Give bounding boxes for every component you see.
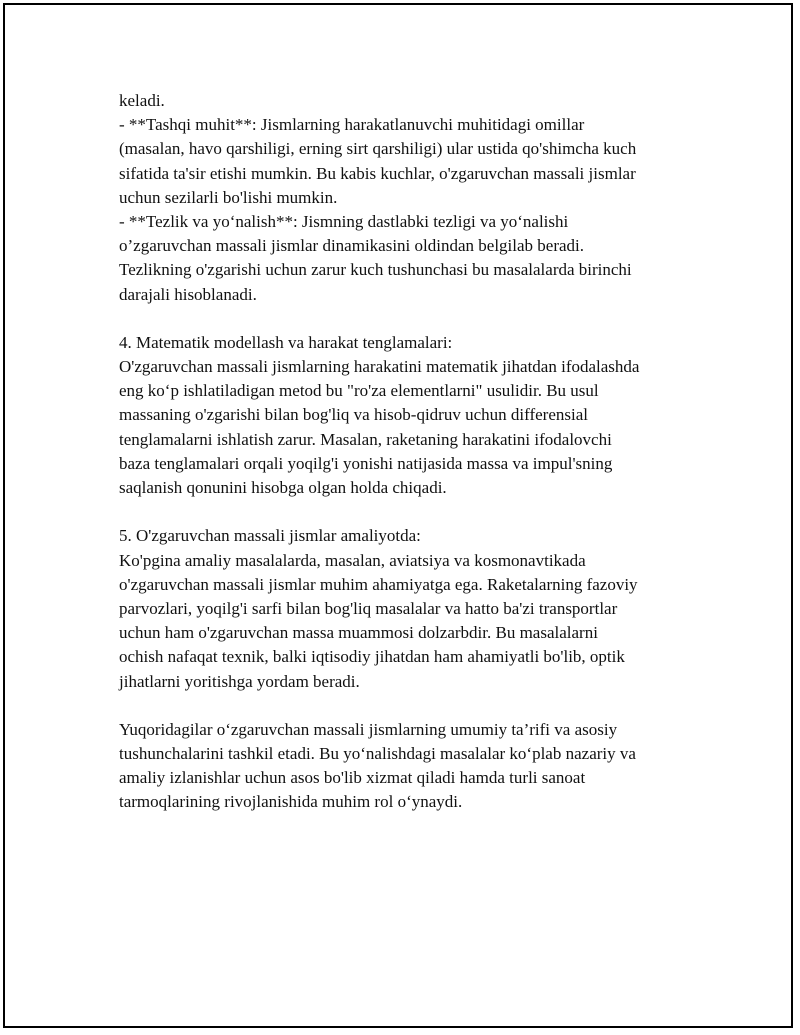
text-line: sifatida ta'sir etishi mumkin. Bu kabis kuchlar, o'zgaruvchan massali jismlar [119, 163, 636, 183]
text-line: tushunchalarini tashkil etadi. Bu yo‘nalishdagi masalalar ko‘plab nazariy va [119, 744, 636, 764]
text-line: jihatlarni yoritishga yordam beradi. [119, 671, 360, 691]
text-line: Ko'pgina amaliy masalalarda, masalan, aviatsiya va kosmonavtikada [119, 550, 586, 570]
text-line: - **Tezlik va yo‘nalish**: Jismning dastlabki tezligi va yo‘nalishi [119, 211, 569, 231]
text-line: tenglamalarni ishlatish zarur. Masalan, raketaning harakatini ifodalovchi [119, 429, 612, 449]
text-line: eng ko‘p ishlatiladigan metod bu "ro'za elementlarni" usulidir. Bu usul [119, 381, 599, 401]
text-line: uchun sezilarli bo'lishi mumkin. [119, 187, 338, 207]
document-body [119, 89, 689, 815]
section-heading: 5. O'zgaruvchan massali jismlar amaliyotda: [119, 526, 421, 546]
text-line: uchun ham o'zgaruvchan massa muammosi dolzarbdir. Bu masalalarni [119, 623, 598, 643]
paragraph-conclusion [119, 718, 689, 815]
text-line: saqlanish qonunini hisobga olgan holda chiqadi. [119, 478, 447, 497]
paragraph-gap [119, 694, 689, 718]
section-heading: 4. Matematik modellash va harakat tenglamalari: [119, 332, 453, 352]
paragraph-factors [119, 89, 689, 307]
text-line: keladi. [119, 91, 165, 110]
text-line: baza tenglamalari orqali yoqilg'i yonishi natijasida massa va impul'sning [119, 453, 613, 473]
text-line: - **Tashqi muhit**: Jismlarning harakatlanuvchi muhitidagi omillar [119, 115, 585, 135]
text-line: (masalan, havo qarshiligi, erning sirt qarshiligi) ular ustida qo'shimcha kuch [119, 139, 637, 159]
text-line: o’zgaruvchan massali jismlar dinamikasini oldindan belgilab beradi. [119, 236, 585, 256]
text-line: darajali hisoblanadi. [119, 284, 257, 304]
text-line: Yuqoridagilar o‘zgaruvchan massali jismlarning umumiy ta’rifi va asosiy [119, 719, 618, 739]
paragraph-section-5 [119, 524, 689, 693]
text-line: ochish nafaqat texnik, balki iqtisodiy jihatdan ham ahamiyatli bo'lib, optik [119, 647, 625, 667]
text-line: O'zgaruvchan massali jismlarning harakatini matematik jihatdan ifodalashda [119, 357, 640, 377]
text-line: o'zgaruvchan massali jismlar muhim ahamiyatga ega. Raketalarning fazoviy [119, 574, 638, 594]
paragraph-section-4 [119, 331, 689, 500]
text-line: Tezlikning o'zgarishi uchun zarur kuch tushunchasi bu masalalarda birinchi [119, 260, 632, 280]
text-line: parvozlari, yoqilg'i sarfi bilan bog'liq masalalar va hatto ba'zi transportlar [119, 598, 618, 618]
paragraph-gap [119, 500, 689, 524]
text-line: massaning o'zgarishi bilan bog'liq va hisob-qidruv uchun differensial [119, 405, 588, 425]
text-line: amaliy izlanishlar uchun asos bo'lib xizmat qiladi hamda turli sanoat [119, 768, 586, 788]
text-line: tarmoqlarining rivojlanishida muhim rol o‘ynaydi. [119, 792, 463, 812]
paragraph-gap [119, 307, 689, 331]
